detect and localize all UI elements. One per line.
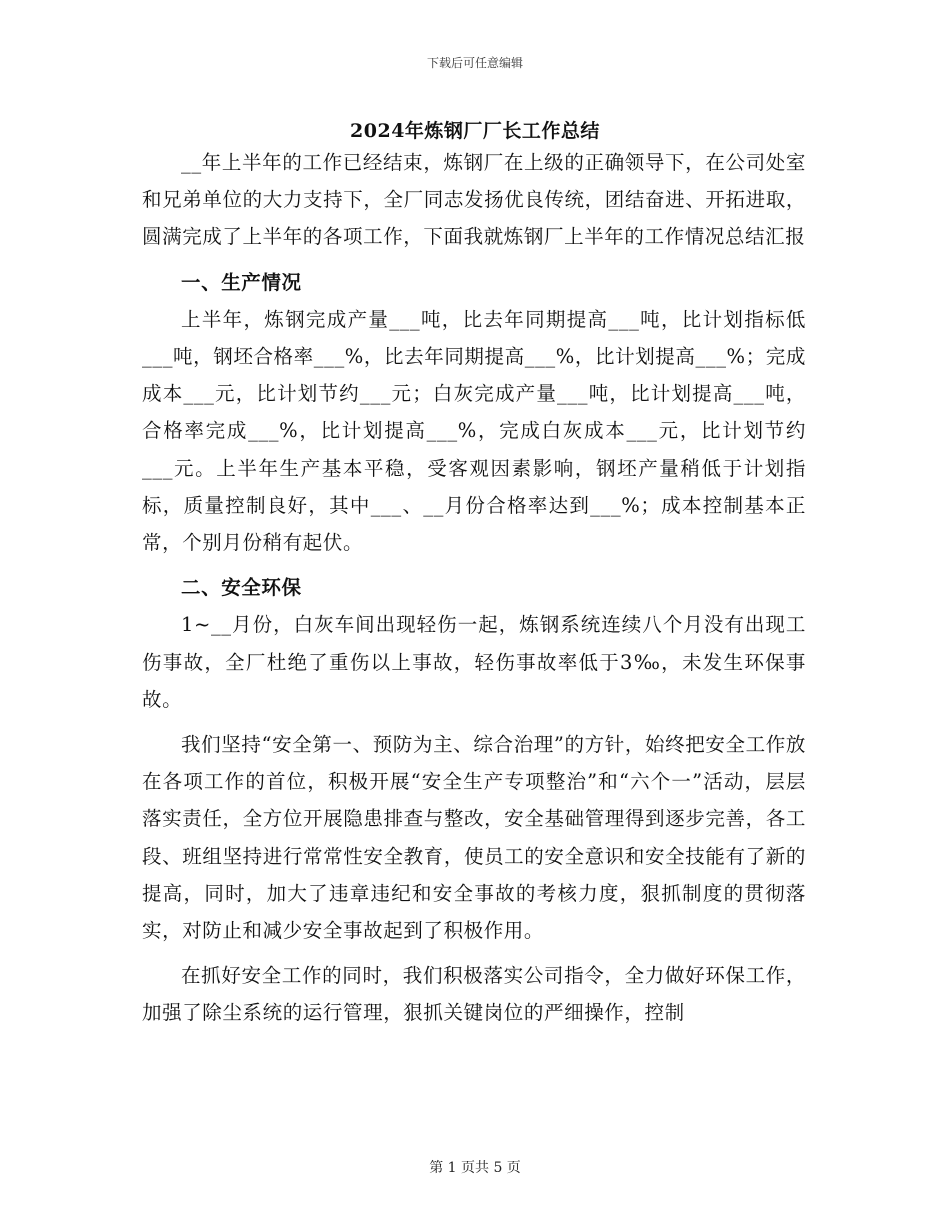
page-header-note: 下载后可任意编辑 bbox=[426, 56, 523, 70]
section-heading-safety: 二、安全环保 bbox=[181, 576, 302, 600]
safety-paragraph-1: 1~__月份，白灰车间出现轻伤一起，炼钢系统连续八个月没有出现工伤事故，全厂杜绝了重伤以上事故，轻伤事故率低于3‰，未发生环保事故。 bbox=[142, 613, 806, 711]
intro-paragraph: __年上半年的工作已经结束，炼钢厂在上级的正确领导下，在公司处室和兄弟单位的大力支持下，全厂同志发扬优良传统，团结奋进、开拓进取，圆满完成了上半年的各项工作，下面我就炼钢厂上半年的工作情况总结汇报 bbox=[142, 151, 806, 249]
production-paragraph: 上半年，炼钢完成产量___吨，比去年同期提高___吨，比计划指标低___吨，钢坯合格率___%，比去年同期提高___%，比计划提高___%；完成成本___元，比计划节约___元；白灰完成产量___吨，比计划提高___吨，合格率完成___%，比计划提高___%，完成白灰成本___元，比计划节约___元。上半年生产基本平稳，受客观因素影响，钢坯产量稍低于计划指标，质量控制良好，其中___、__月份合格率达到___%；成本控制基本正常，个别月份稍有起伏。 bbox=[142, 307, 806, 555]
page-number: 第 1 页共 5 页 bbox=[429, 1160, 521, 1176]
safety-paragraph-2: 我们坚持“安全第一、预防为主、综合治理”的方针，始终把安全工作放在各项工作的首位，积极开展“安全生产专项整治”和“六个一”活动，层层落实责任，全方位开展隐患排查与整改，安全基础管理得到逐步完善，各工段、班组坚持进行常常性安全教育，使员工的安全意识和安全技能有了新的提高，同时，加大了违章违纪和安全事故的考核力度，狠抓制度的贯彻落实，对防止和减少安全事故起到了积极作用。 bbox=[142, 733, 806, 943]
environment-paragraph: 在抓好安全工作的同时，我们积极落实公司指令，全力做好环保工作，加强了除尘系统的运行管理，狠抓关键岗位的严细操作，控制 bbox=[142, 964, 806, 1025]
document-body bbox=[142, 144, 806, 1032]
document-title: 2024年炼钢厂厂长工作总结 bbox=[350, 120, 600, 142]
section-heading-production: 一、生产情况 bbox=[181, 270, 302, 294]
